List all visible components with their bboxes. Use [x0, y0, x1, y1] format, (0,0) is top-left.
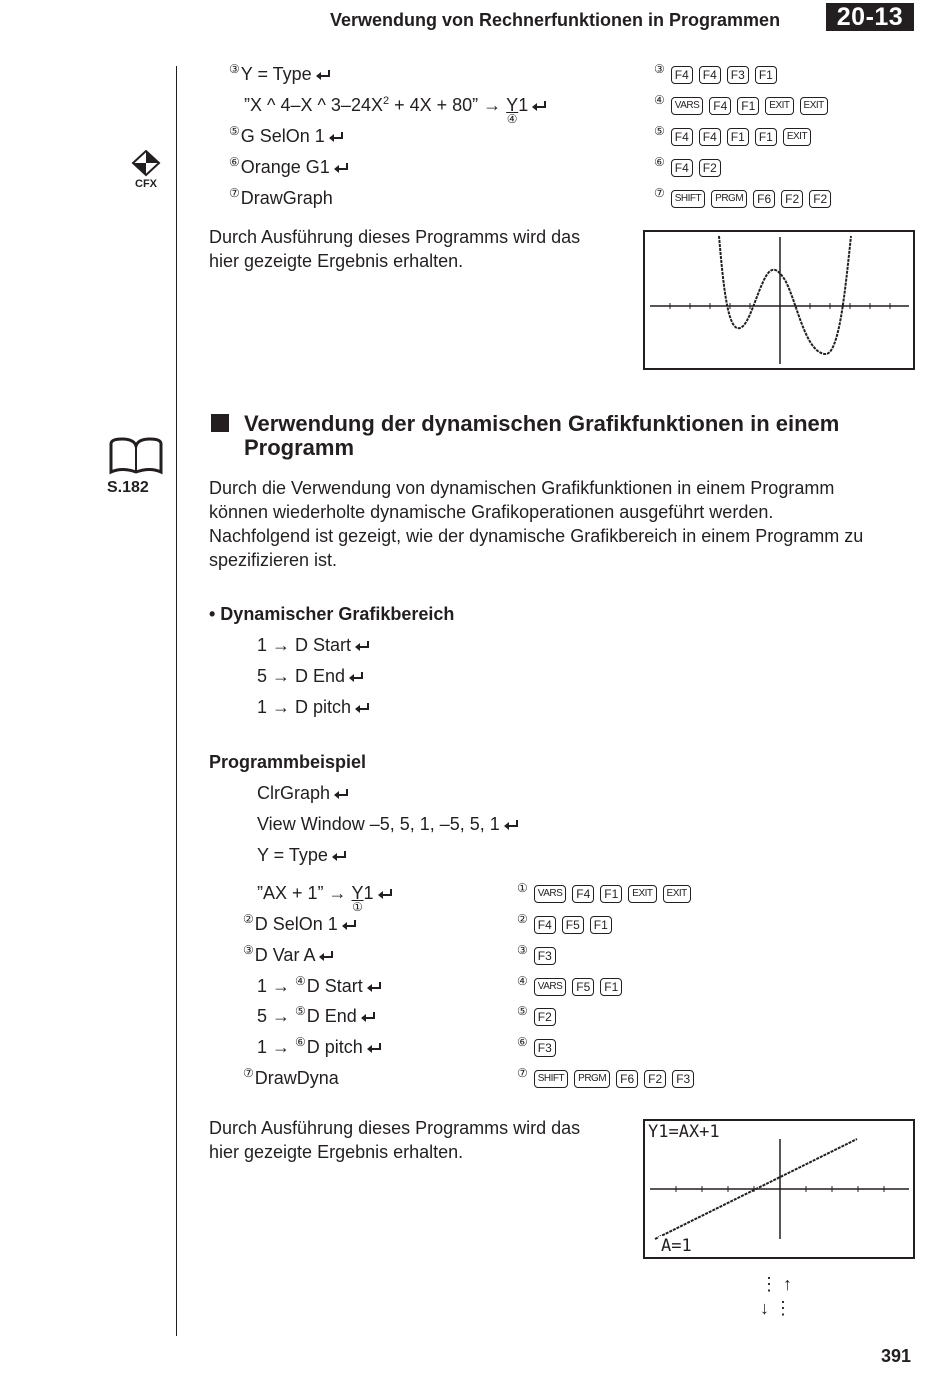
key-f2-icon: F2 [809, 190, 831, 208]
book-icon [108, 436, 164, 478]
heading-square-icon [211, 414, 229, 432]
code-line: 1 → ⑥D pitch [257, 1037, 382, 1058]
enter-icon [334, 789, 349, 799]
key-exit-icon: EXIT [663, 885, 691, 903]
enter-icon [355, 703, 370, 713]
key-f5-icon: F5 [572, 978, 594, 996]
section-heading: Verwendung der dynamischen Grafikfunktionen in einem Programm [244, 411, 840, 460]
key-vars-icon: VARS [534, 978, 567, 996]
code-line: 5 → ⑤D End [257, 1006, 376, 1027]
screen-status-label: A=1 [661, 1236, 692, 1256]
page-number: 391 [881, 1346, 912, 1366]
code-line: ⑤G SelOn 1 [229, 126, 344, 147]
key-sequence: ⑤ F4 F4 F1 F1 EXIT [654, 126, 817, 147]
key-f2-icon: F2 [534, 1008, 556, 1026]
intro-paragraph: Durch die Verwendung von dynamischen Grafikfunktionen in einem Programm können wiederholte dynamische Grafikoperationen ausgeführt werden. Nachfolgend ist gezeigt, wie der dynamische Grafikbereich in einem Programm zu spezifizieren ist. [209, 478, 864, 570]
code-line: 1 → ④D Start [257, 976, 382, 997]
key-exit-icon: EXIT [765, 97, 793, 115]
key-f1-icon: F1 [727, 128, 749, 146]
screen-function-label: Y1=AX+1 [648, 1122, 720, 1142]
result-description: Durch Ausführung dieses Programms wird das hier gezeigte Ergebnis erhalten. [209, 1118, 581, 1162]
key-f4-icon: F4 [699, 66, 721, 84]
code-line: 5 → D End [257, 666, 364, 687]
key-f1-icon: F1 [755, 128, 777, 146]
example-title: Programmbeispiel [209, 752, 367, 772]
code-line: ⑥Orange G1 [229, 157, 349, 178]
margin-rule [176, 66, 177, 1336]
key-f4-icon: F4 [699, 128, 721, 146]
key-prgm-icon: PRGM [711, 190, 747, 208]
running-header-title: Verwendung von Rechnerfunktionen in Programmen [330, 10, 781, 30]
key-f1-icon: F1 [755, 66, 777, 84]
key-f1-icon: F1 [600, 885, 622, 903]
key-sequence: ④ VARS F4 F1 EXIT EXIT [654, 95, 834, 116]
cfx-label: CFX [135, 178, 157, 190]
code-line: ClrGraph [257, 783, 349, 804]
key-f3-icon: F3 [672, 1070, 694, 1088]
key-sequence: ③ F4 F4 F3 F1 [654, 64, 783, 85]
key-f4-icon: F4 [709, 97, 731, 115]
key-f2-icon: F2 [644, 1070, 666, 1088]
enter-icon [367, 1043, 382, 1053]
key-sequence: ⑦ SHIFT PRGM F6 F2 F3 [517, 1068, 700, 1089]
key-exit-icon: EXIT [628, 885, 656, 903]
key-f6-icon: F6 [616, 1070, 638, 1088]
key-sequence: ① VARS F4 F1 EXIT EXIT [517, 883, 697, 904]
key-shift-icon: SHIFT [671, 190, 705, 208]
code-line: ③Y = Type [229, 64, 331, 85]
enter-icon [378, 889, 393, 899]
enter-icon [361, 1012, 376, 1022]
enter-icon [367, 982, 382, 992]
code-line: View Window –5, 5, 1, –5, 5, 1 [257, 814, 519, 835]
key-f3-icon: F3 [727, 66, 749, 84]
key-shift-icon: SHIFT [534, 1070, 568, 1088]
code-line: 1 → D Start [257, 635, 370, 656]
key-f6-icon: F6 [753, 190, 775, 208]
code-line: ⑦DrawGraph [229, 186, 333, 208]
code-line: Y = Type [257, 845, 347, 866]
key-sequence: ③ F3 [517, 945, 562, 966]
key-sequence: ② F4 F5 F1 [517, 914, 618, 935]
key-f5-icon: F5 [562, 916, 584, 934]
key-prgm-icon: PRGM [574, 1070, 610, 1088]
key-f2-icon: F2 [781, 190, 803, 208]
enter-icon [355, 641, 370, 651]
code-line: ③D Var A [243, 945, 334, 966]
key-f4-icon: F4 [671, 159, 693, 177]
key-exit-icon: EXIT [800, 97, 828, 115]
result-description: Durch Ausführung dieses Programms wird das hier gezeigte Ergebnis erhalten. [209, 227, 581, 271]
enter-icon [342, 920, 357, 930]
enter-icon [532, 101, 547, 111]
key-f1-icon: F1 [590, 916, 612, 934]
key-f2-icon: F2 [699, 159, 721, 177]
key-f4-icon: F4 [534, 916, 556, 934]
key-f4-icon: F4 [671, 66, 693, 84]
graph-screen-linear [643, 1119, 915, 1259]
key-vars-icon: VARS [671, 97, 704, 115]
range-title: • Dynamischer Grafikbereich [209, 604, 455, 624]
key-exit-icon: EXIT [783, 128, 811, 146]
graph-screen-polynomial [643, 230, 915, 370]
key-vars-icon: VARS [534, 885, 567, 903]
key-f1-icon: F1 [737, 97, 759, 115]
code-line: ⑦DrawDyna [243, 1066, 339, 1088]
key-sequence: ⑤ F2 [517, 1006, 562, 1027]
enter-icon [316, 70, 331, 80]
enter-icon [334, 163, 349, 173]
chapter-page-badge: 20-13 [826, 3, 914, 31]
key-sequence: ④ VARS F5 F1 [517, 976, 628, 997]
code-line: ②D SelOn 1 [243, 914, 357, 935]
enter-icon [319, 951, 334, 961]
enter-icon [504, 820, 519, 830]
enter-icon [349, 672, 364, 682]
key-f3-icon: F3 [534, 947, 556, 965]
key-f4-icon: F4 [671, 128, 693, 146]
key-f1-icon: F1 [600, 978, 622, 996]
page-reference: S.182 [107, 479, 149, 496]
enter-icon [332, 851, 347, 861]
key-sequence: ⑥ F4 F2 [654, 157, 727, 178]
key-sequence: ⑦ SHIFT PRGM F6 F2 F2 [654, 188, 837, 209]
key-f3-icon: F3 [534, 1039, 556, 1057]
scroll-arrows: ⋮ ↑ ↓ ⋮ [760, 1274, 793, 1318]
enter-icon [329, 132, 344, 142]
key-f4-icon: F4 [572, 885, 594, 903]
code-line: 1 → D pitch [257, 697, 370, 718]
key-sequence: ⑥ F3 [517, 1037, 562, 1058]
code-line: ”X ^ 4–X ^ $3-24X^2 + 4X + 80$” → Y ④ 1 [244, 95, 547, 116]
code-line: ”AX + 1” → Y ① 1 [257, 883, 393, 904]
